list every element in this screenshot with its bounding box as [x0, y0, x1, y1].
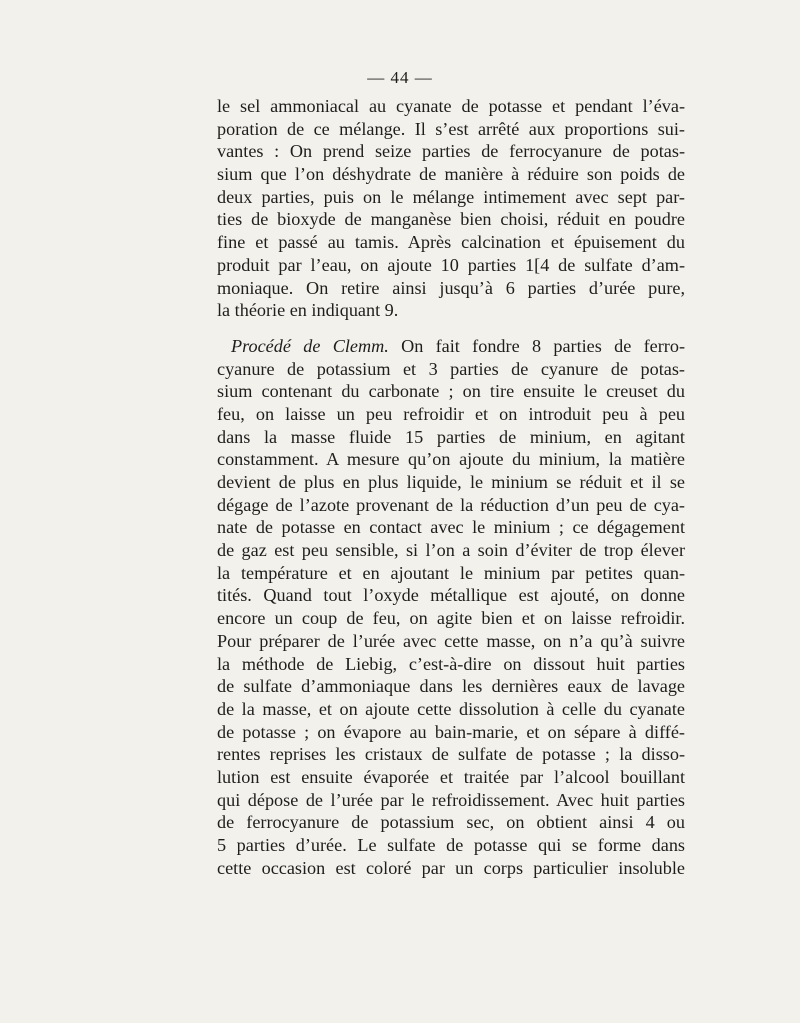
text-line: de sulfate d’ammoniaque dans les dernières eaux de lavage: [217, 676, 685, 697]
text-line: de ferrocyanure de potassium sec, on obtient ainsi 4 ou: [217, 812, 685, 833]
text-line: constamment. A mesure qu’on ajoute du minium, la matière: [217, 449, 685, 470]
section-heading: Procédé de Clemm.: [231, 335, 389, 356]
text-line: rentes reprises les cristaux de sulfate de potasse ; la disso-: [217, 744, 685, 765]
text-line: dans la masse fluide 15 parties de minium, en agitant: [217, 426, 685, 447]
paragraph-2: [217, 335, 685, 880]
text-line: de potasse ; on évapore au bain-marie, et on sépare à diffé-: [217, 721, 685, 742]
body-text: [217, 95, 685, 879]
text-line: la température et en ajoutant le minium par petites quan-: [217, 562, 685, 583]
text-line: le sel ammoniacal au cyanate de potasse et pendant l’éva-: [217, 96, 685, 116]
text-line: 5 parties d’urée. Le sulfate de potasse qui se forme dans: [217, 835, 685, 855]
text-line: lution est ensuite évaporée et traitée par l’alcool bouillant: [217, 766, 685, 787]
paragraph-1: [217, 95, 685, 322]
text-line: devient de plus en plus liquide, le minium se réduit et il se: [217, 472, 685, 492]
text-line-first: [217, 335, 685, 358]
text-line: de la masse, et on ajoute cette dissolution à celle du cyanate: [217, 698, 685, 719]
text-line: tités. Quand tout l’oxyde métallique est ajouté, on donne: [217, 585, 685, 606]
text-line: la théorie en indiquant 9.: [217, 300, 399, 321]
text-line: qui dépose de l’urée par le refroidissement. Avec huit parties: [217, 789, 685, 810]
text-line: deux parties, puis on le mélange intimement avec sept par-: [217, 186, 685, 207]
text-line: nate de potasse en contact avec le minium ; ce dégagement: [217, 517, 685, 538]
text-line: feu, on laisse un peu refroidir et on introduit peu à peu: [217, 403, 685, 424]
text-line: fine et passé au tamis. Après calcination et épuisement du: [217, 232, 685, 253]
paragraph-spacer: [217, 322, 685, 335]
text-line: cyanure de potassium et 3 parties de cyanure de potas-: [217, 358, 685, 379]
text-line: dégage de l’azote provenant de la réduction d’un peu de cya-: [217, 494, 685, 515]
text-line: cette occasion est coloré par un corps particulier insoluble: [217, 857, 685, 878]
text-line: sium que l’on déshydrate de manière à réduire son poids de: [217, 164, 685, 185]
text-line: poration de ce mélange. Il s’est arrêté aux proportions sui-: [217, 118, 685, 139]
text-line: la méthode de Liebig, c’est-à-dire on dissout huit parties: [217, 653, 685, 674]
text-line: de gaz est peu sensible, si l’on a soin d’éviter de trop élever: [217, 540, 685, 561]
page-number: — 44 —: [367, 68, 433, 87]
text-line: ties de bioxyde de manganèse bien choisi, réduit en poudre: [217, 209, 685, 230]
text-line: Pour préparer de l’urée avec cette masse, on n’a qu’à suivre: [217, 630, 685, 651]
text-line: encore un coup de feu, on agite bien et on laisse refroidir.: [217, 608, 685, 629]
text-line: produit par l’eau, on ajoute 10 parties 1[4 de sulfate d’am-: [217, 254, 685, 275]
text-line: moniaque. On retire ainsi jusqu’à 6 parties d’urée pure,: [217, 277, 685, 298]
heading-line-rest: On fait fondre 8 parties de ferro-: [388, 335, 686, 356]
text-line: sium contenant du carbonate ; on tire ensuite le creuset du: [217, 381, 685, 402]
text-line: vantes : On prend seize parties de ferrocyanure de potas-: [217, 141, 685, 162]
